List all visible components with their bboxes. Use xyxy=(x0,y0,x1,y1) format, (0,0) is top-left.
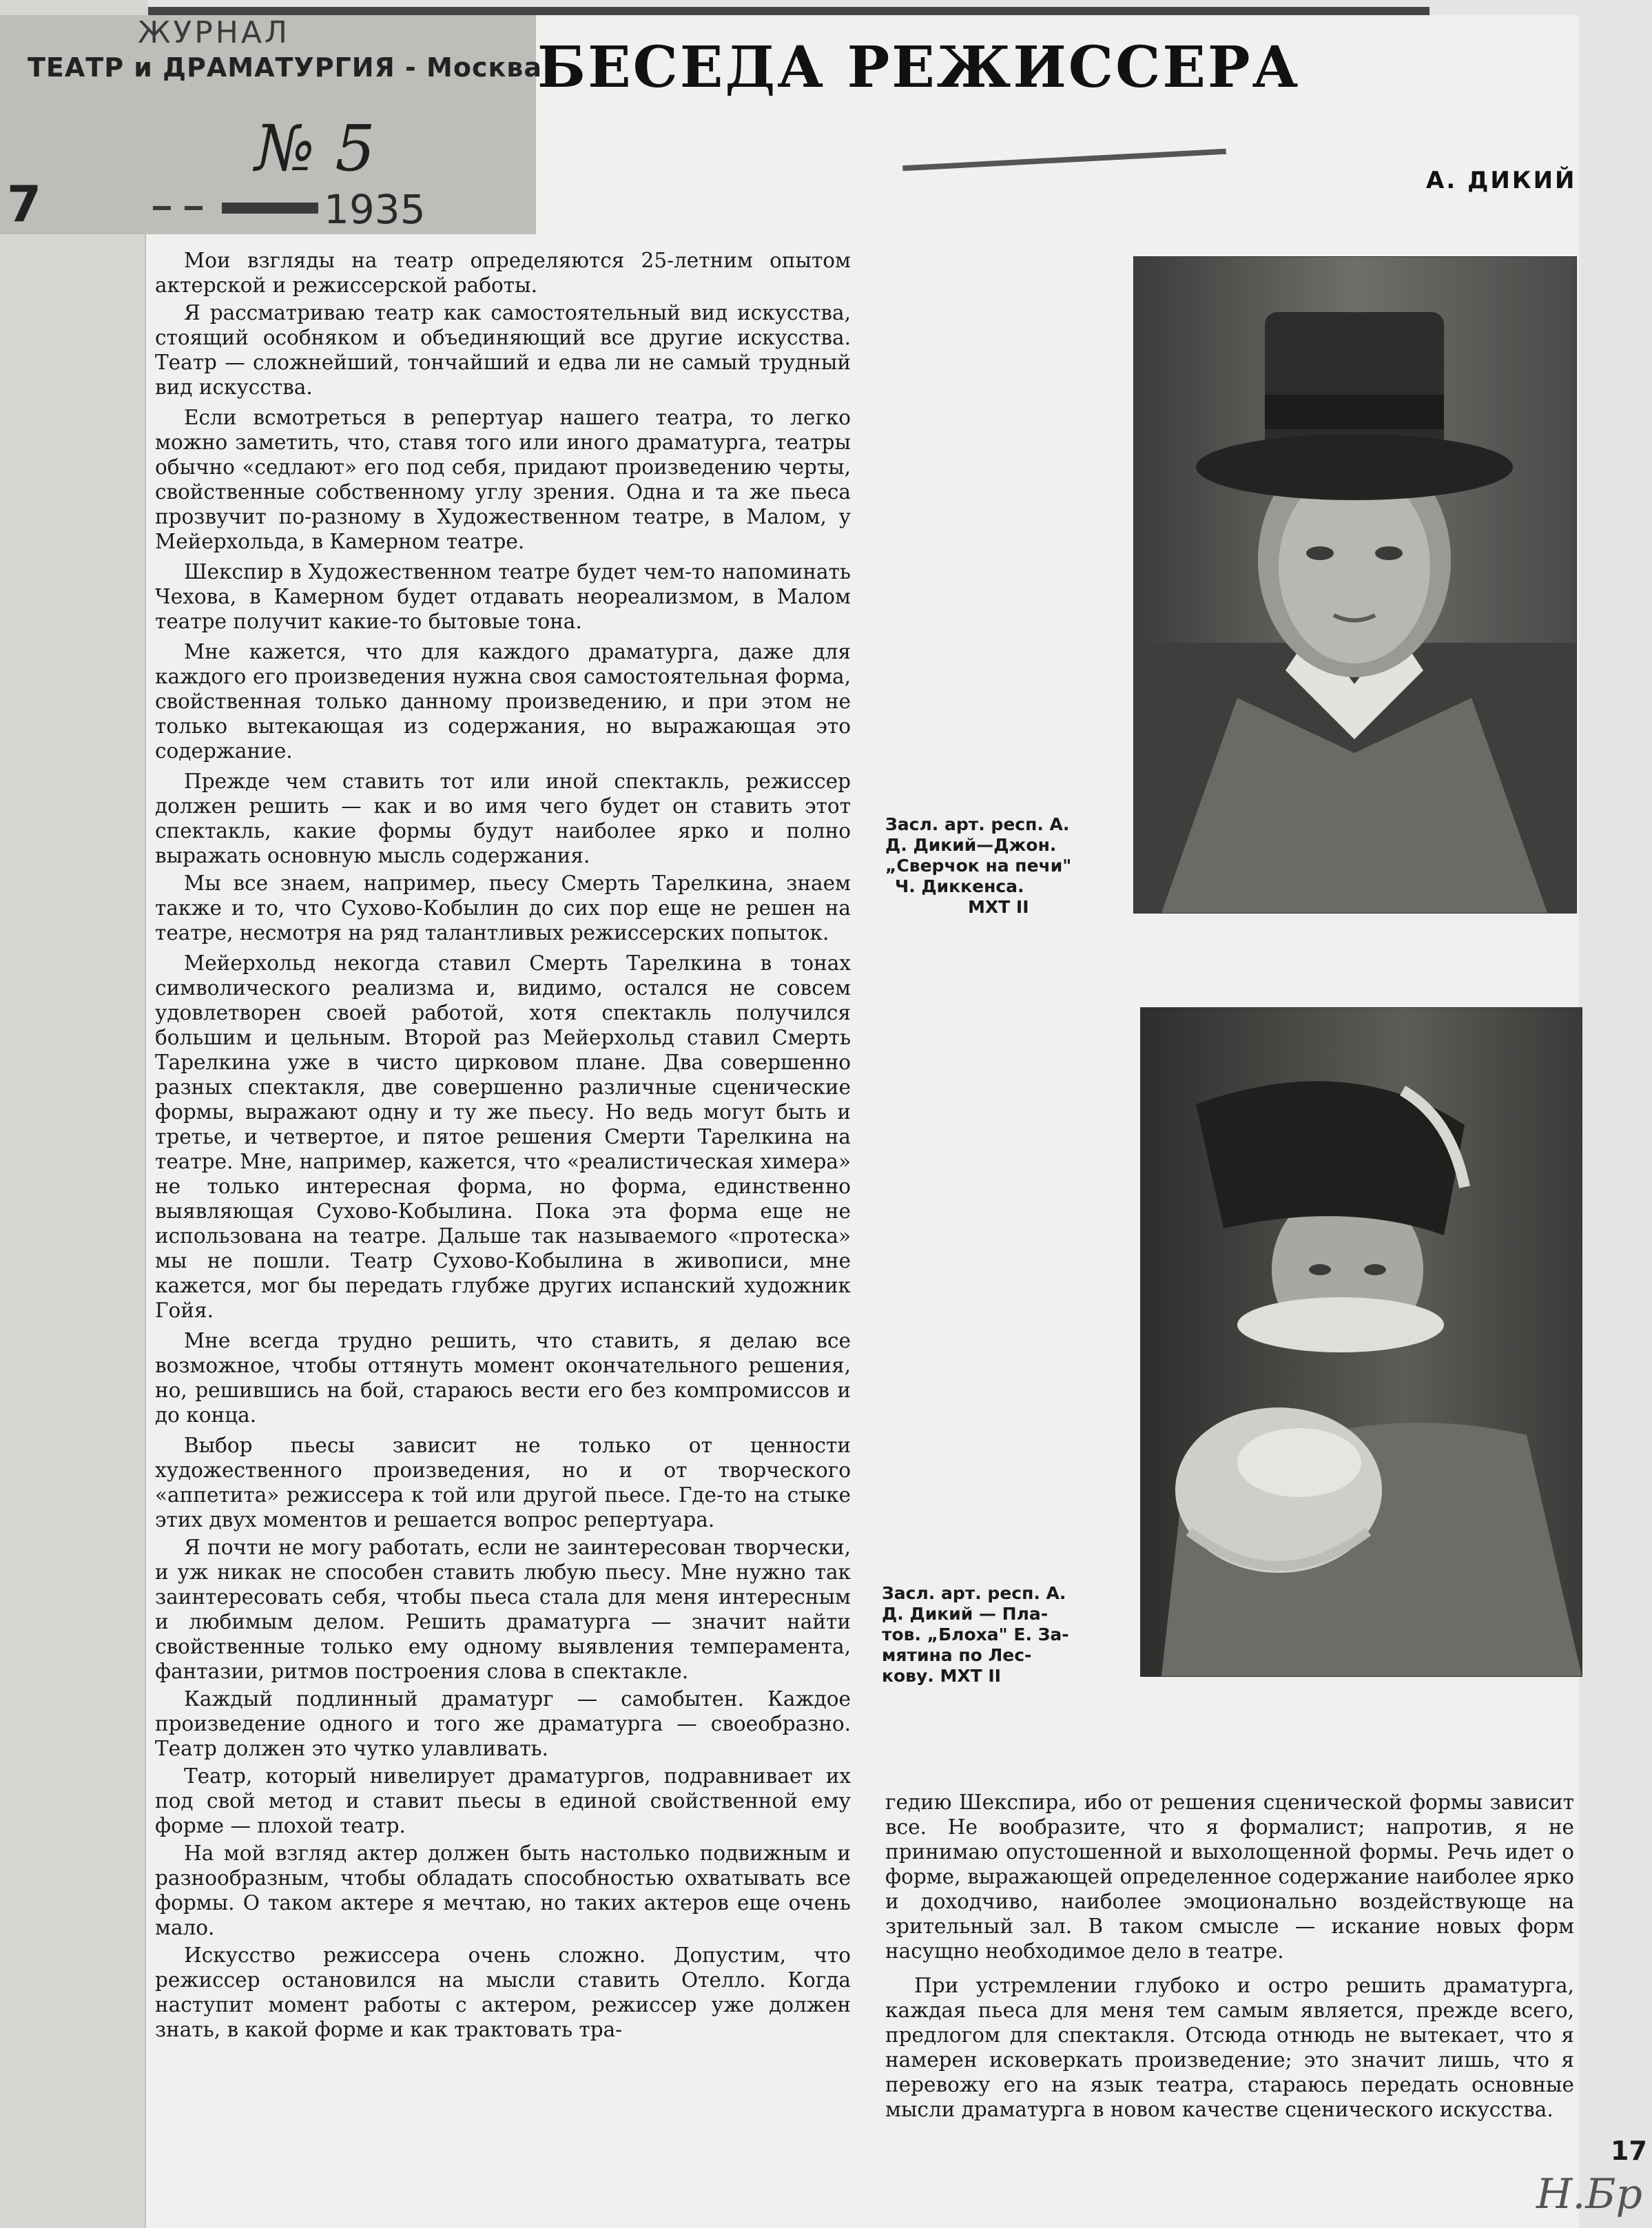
photo-actor-top-hat xyxy=(1133,256,1577,914)
caption-line: Д. Дикий — Пла- xyxy=(882,1604,1049,1624)
page-folio-number: 17 xyxy=(1611,2136,1647,2166)
caption-line: Засл. арт. респ. А. xyxy=(885,814,1070,834)
paragraph: На мой взгляд актер должен быть настолько подвижным и разнообразным, чтобы обладать способностью охватывать все формы. О таком актере я мечтаю, но таких актеров еще очень мало. xyxy=(155,1842,851,1939)
stamp-issue-number: № 5 xyxy=(255,112,375,185)
stamp-year: 1935 xyxy=(324,186,426,233)
paragraph: Я почти не могу работать, если не заинтересован творчески, и уж никак не способен ставить любую пьесу. Мне нужно так заинтересовать себя, чтобы пьеса стала для меня интересным и любимым делом. Решить драматурга — значит найти свойственные только ему одному выявления темперамента, фантазии, ритмов построения слова в спектакле. xyxy=(155,1536,851,1683)
paragraph: Я рассматриваю театр как самостоятельный вид искусства, стоящий особняком и объединяющий все другие искусства. Театр — сложнейший, тончайший и едва ли не самый трудный вид искусства. xyxy=(155,301,851,399)
caption-line: Д. Дикий—Джон. xyxy=(885,835,1057,855)
photo1-caption xyxy=(885,814,1126,918)
top-border-band xyxy=(148,7,1429,15)
archive-stamp xyxy=(0,15,542,234)
article-left-column xyxy=(155,248,851,2205)
caption-line: кову. МХТ II xyxy=(882,1666,1001,1686)
stamp-page-number: 7 xyxy=(7,175,42,233)
caption-line: Засл. арт. респ. А. xyxy=(882,1583,1066,1603)
portrait-top-hat-image xyxy=(1134,257,1576,913)
paragraph: Мейерхольд некогда ставил Смерть Тарелкина в тонах символического реализма и, видимо, остался не совсем удовлетворен своей работой, хотя спектакль получился большим и цельным. Второй раз Мейерхольд ставил Смерть Тарелкина уже в чисто цирковом плане. Два совершенно разных спектакля, две совершенно различные сценические формы, выражают одну и ту же пьесу. Но ведь могут быть и третье, и четвертое, и пятое решения Смерти Тарелкина на театре. Мне, например, кажется, что «реалистическая химера» не только интересная форма, но форма, единственно выявляющая Сухово-Кобылина. Пока эта форма еще не использована на театре. Дальше так называемого «протеска» мы не пошли. Театр Сухово-Кобылина в живописи, мне кажется, мог бы передать глубже других испанский художник Гойя. xyxy=(155,951,851,1322)
portrait-platov-image xyxy=(1141,1008,1582,1676)
caption-line: тов. „Блоха" Е. За- xyxy=(882,1624,1069,1644)
paragraph: Если всмотреться в репертуар нашего театра, то легко можно заметить, что, ставя того или иного драматурга, театры обычно «седлают» его под себя, придают произведению черты, свойственные собственному углу зрения. Одна и та же пьеса прозвучит по-разному в Художественном театре, в Малом, у Мейерхольда, в Камерном театре. xyxy=(155,406,851,553)
stamp-journal-name: ТЕАТР и ДРАМАТУРГИЯ - Москва xyxy=(28,52,542,83)
caption-line: Ч. Диккенса. xyxy=(895,876,1024,896)
paragraph: Каждый подлинный драматург — самобытен. Каждое произведение одного и того же драматурга — своеобразно. Театр должен это чутко улавливать. xyxy=(155,1687,851,1760)
paragraph: Мы все знаем, например, пьесу Смерть Тарелкина, знаем также и то, что Сухово-Кобылин до сих пор еще не решен на театре, несмотря на ряд талантливых режиссерских попыток. xyxy=(155,871,851,945)
article-author: А. ДИКИЙ xyxy=(1426,167,1577,194)
photo2-caption xyxy=(882,1583,1123,1687)
paragraph: Мои взгляды на театр определяются 25-летним опытом актерской и режиссерской работы. xyxy=(155,249,851,297)
article-title: БЕСЕДА РЕЖИССЕРА xyxy=(537,34,1301,101)
handwritten-note: Н.Бр xyxy=(1536,2170,1642,2218)
photo-actor-platov xyxy=(1140,1007,1582,1677)
caption-line: „Сверчок на печи" xyxy=(885,856,1072,876)
stamp-date-strikeout xyxy=(153,200,325,216)
caption-line: мятина по Лес- xyxy=(882,1645,1032,1665)
left-margin-strip xyxy=(0,0,148,2228)
paragraph: При устремлении глубоко и остро решить драматурга, каждая пьеса для меня тем самым является, прежде всего, предлогом для спектакля. Отсюда отнюдь не вытекает, что я намерен исковеркать произведение; это значит лишь, что я перевожу его на язык театра, стараюсь передать основные мысли драматурга в новом качестве сценического искусства. xyxy=(885,1974,1574,2121)
paragraph: Шекспир в Художественном театре будет чем-то напоминать Чехова, в Камерном будет отдавать неореализмом, в Малом театре получит какие-то бытовые тона. xyxy=(155,560,851,633)
paragraph: Театр, который нивелирует драматургов, подравнивает их под свой метод и ставит пьесы в единой свойственной ему форме — плохой театр. xyxy=(155,1764,851,1837)
caption-line: МХТ II xyxy=(968,897,1029,917)
paragraph: Искусство режиссера очень сложно. Допустим, что режиссер остановился на мысли ставить Отелло. Когда наступит момент работы с актером, режиссер уже должен знать, в какой форме и как трактовать тра- xyxy=(155,1943,851,2041)
stamp-journal-label: ЖУРНАЛ xyxy=(138,15,291,50)
paragraph: Мне всегда трудно решить, что ставить, я делаю все возможное, чтобы оттянуть момент окончательного решения, но, решившись на бой, стараюсь вести его без компромиссов и до конца. xyxy=(155,1329,851,1427)
paragraph: Выбор пьесы зависит не только от ценности художественного произведения, но и от творческого «аппетита» режиссера к той или другой пьесе. Где-то на стыке этих двух моментов и решается вопрос репертуара. xyxy=(155,1434,851,1531)
paragraph: гедию Шекспира, ибо от решения сценической формы зависит все. Не вообразите, что я формалист; напротив, я не принимаю опустошенной и выхолощенной формы. Речь идет о форме, выражающей определенное содержание наиболее ярко и доходчиво, наиболее эмоционально воздействующе на зрительный зал. В таком смысле — искание новых форм насущно необходимое дело в театре. xyxy=(885,1791,1574,1963)
article-right-column xyxy=(885,1790,1574,2176)
paragraph: Прежде чем ставить тот или иной спектакль, режиссер должен решить — как и во имя чего будет он ставить этот спектакль, какие формы будут наиболее ярко и полно выражать основную мысль содержания. xyxy=(155,770,851,867)
paragraph: Мне кажется, что для каждого драматурга, даже для каждого его произведения нужна своя самостоятельная форма, свойственная только данному произведению, и при этом не только вытекающая из содержания, но выражающая это содержание. xyxy=(155,640,851,763)
